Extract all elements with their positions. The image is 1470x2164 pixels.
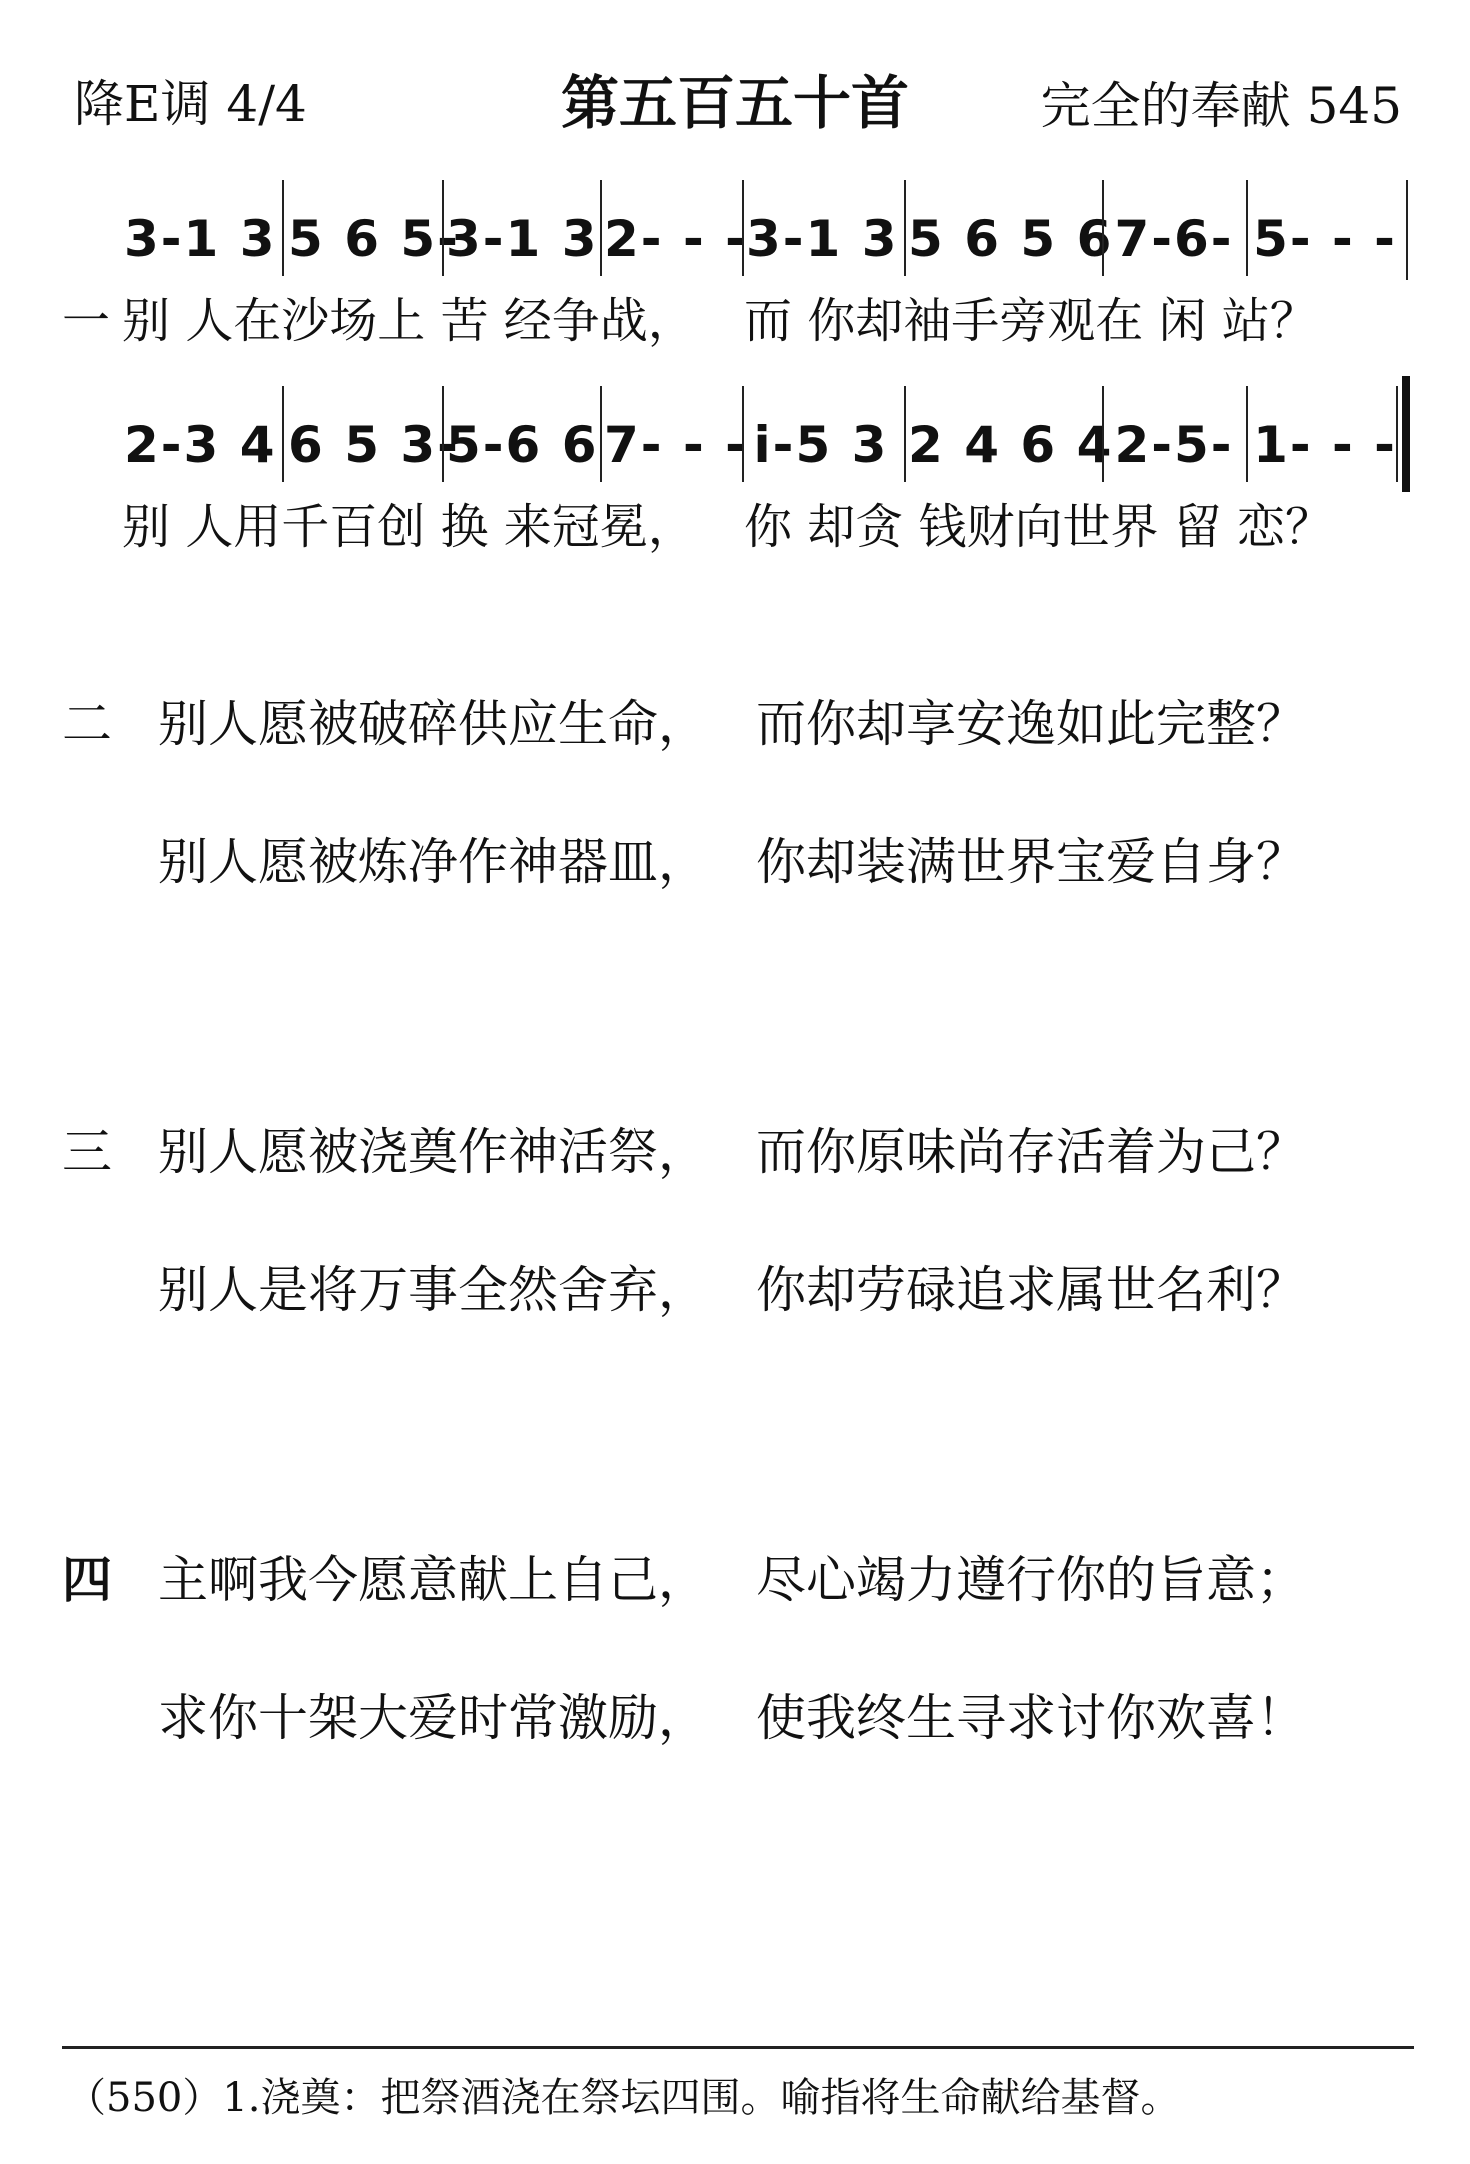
barline (442, 386, 444, 482)
lyric-line: 而 你却袖手旁观在 闲 站？ (744, 293, 1318, 349)
barline (742, 386, 744, 482)
measure: 2-5- (1114, 416, 1234, 474)
measure: 5- - - (1253, 210, 1397, 268)
hymn-title: 第五百五十首 (560, 69, 909, 137)
verse-line: 你却装满世界宝爱自身？ (756, 833, 1306, 891)
barline (1102, 386, 1104, 482)
barline (282, 386, 284, 482)
verse-number: 三 (62, 1123, 112, 1181)
barline (1396, 386, 1398, 482)
verse-line: 而你却享安逸如此完整？ (756, 695, 1306, 753)
measure: 7-6- (1114, 210, 1234, 268)
barline (442, 180, 444, 276)
barline (282, 180, 284, 276)
barline (904, 180, 906, 276)
measure: 3-1 3 (746, 210, 899, 268)
verse-line: 别人愿被浇奠作神活祭， (158, 1123, 708, 1181)
barline (600, 386, 602, 482)
barline (1102, 180, 1104, 276)
verse-line: 别人愿被破碎供应生命， (158, 695, 708, 753)
footnote: （550）1.浇奠：把祭酒浇在祭坛四围。喻指将生命献给基督。 (66, 2075, 1181, 2121)
measure: i-5 3 (753, 416, 889, 474)
verse-number: 四 (62, 1551, 112, 1609)
barline (742, 180, 744, 276)
measure: 5 6 5 6 (908, 210, 1114, 268)
verse-line: 使我终生寻求讨你欢喜！ (756, 1689, 1306, 1747)
lyric-line: 别 人用千百创 换 来冠冕， (122, 499, 696, 555)
key-signature: 降E调 4/4 (74, 75, 307, 133)
lyric-line: 别 人在沙场上 苦 经争战， (122, 293, 696, 349)
measure: 5-6 6 (446, 416, 599, 474)
verse-line: 求你十架大爱时常激励， (158, 1689, 708, 1747)
barline (1406, 180, 1408, 280)
measure: 2-3 4 (124, 416, 277, 474)
footnote-divider (62, 2046, 1414, 2049)
verse-line: 而你原味尚存活着为己？ (756, 1123, 1306, 1181)
verse-line: 别人愿被炼净作神器皿， (158, 833, 708, 891)
measure: 1- - - (1253, 416, 1397, 474)
verse-line: 主啊我今愿意献上自己， (158, 1551, 708, 1609)
barline (1246, 180, 1248, 276)
verse-line: 你却劳碌追求属世名利？ (756, 1261, 1306, 1319)
verse-line: 尽心竭力遵行你的旨意； (756, 1551, 1306, 1609)
measure: 2 4 6 4 (908, 416, 1114, 474)
measure: 6 5 3- (288, 416, 460, 474)
measure: 3-1 3 (124, 210, 277, 268)
verse-line: 别人是将万事全然舍弃， (158, 1261, 708, 1319)
lyric-row-1 (0, 282, 1470, 349)
verse-number: 一 (62, 293, 111, 349)
lyric-line: 你 却贪 钱财向世界 留 恋？ (744, 499, 1334, 555)
barline (904, 386, 906, 482)
lyric-row-2 (0, 488, 1470, 555)
barline (600, 180, 602, 276)
measure: 7- - - (604, 416, 748, 474)
measure: 2- - - (604, 210, 748, 268)
measure: 5 6 5- (288, 210, 460, 268)
verse-number: 二 (62, 695, 112, 753)
final-barline (1402, 376, 1410, 492)
barline (1246, 386, 1248, 482)
measure: 3-1 3 (446, 210, 599, 268)
hymn-subtitle: 完全的奉献 545 (1040, 77, 1402, 135)
